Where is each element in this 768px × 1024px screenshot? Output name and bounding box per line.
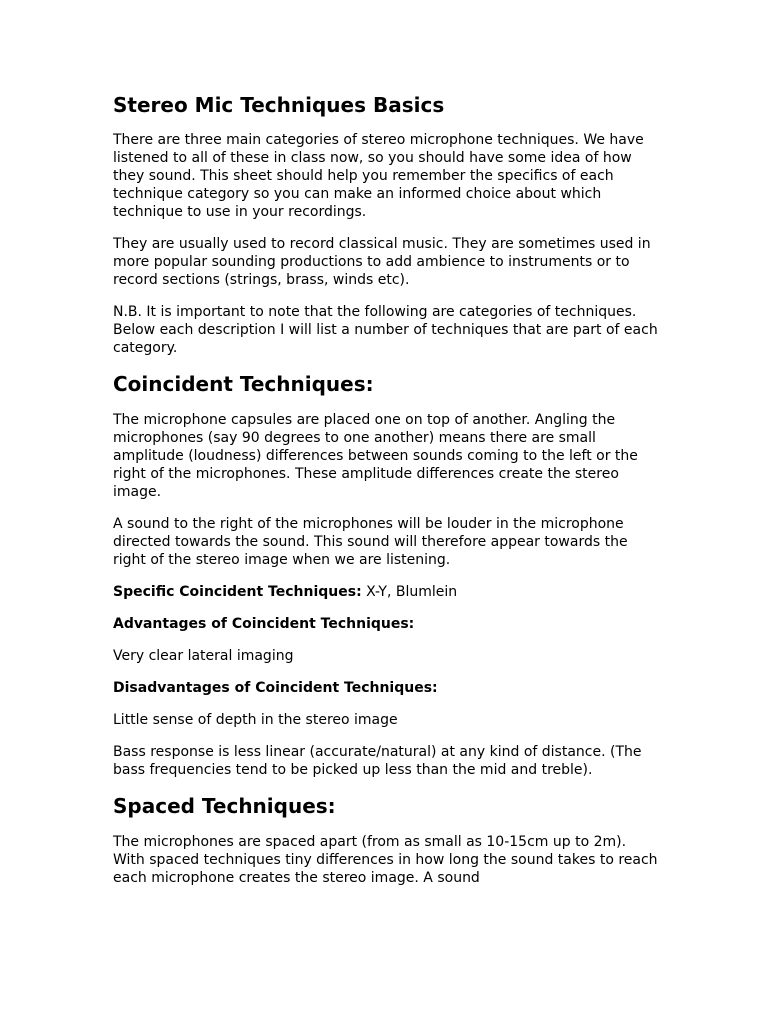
intro-paragraph: N.B. It is important to note that the following are categories of techniques. Below each description I will list a number of techniques that are part of each category. (113, 304, 658, 356)
disadvantage-item: Little sense of depth in the stereo image (113, 712, 398, 728)
section-heading-coincident: Coincident Techniques: (113, 372, 374, 396)
coincident-paragraph: The microphone capsules are placed one on top of another. Angling the microphones (say 90 degrees to one another) means there are small amplitude (loudness) differences between sounds coming to the left or the right of the microphones. These amplitude differences create the stereo image. (113, 412, 638, 500)
specific-coincident-value: X-Y, Blumlein (361, 584, 458, 600)
specific-coincident-label: Specific Coincident Techniques: (113, 584, 362, 600)
disadvantages-label: Disadvantages of Coincident Techniques: (113, 680, 438, 696)
section-heading-spaced: Spaced Techniques: (113, 794, 336, 818)
intro-paragraph: They are usually used to record classical music. They are sometimes used in more popular sounding productions to add ambience to instruments or to record sections (strings, brass, winds etc). (113, 236, 651, 288)
advantages-label: Advantages of Coincident Techniques: (113, 616, 415, 632)
disadvantage-item: Bass response is less linear (accurate/natural) at any kind of distance. (The bass frequencies tend to be picked up less than the mid and treble). (113, 744, 642, 778)
page-title: Stereo Mic Techniques Basics (113, 93, 445, 117)
specific-coincident-line (113, 583, 658, 601)
spaced-paragraph: The microphones are spaced apart (from as small as 10-15cm up to 2m). With spaced techniques tiny differences in how long the sound takes to reach each microphone creates the stereo image. A sound (113, 834, 658, 886)
coincident-paragraph: A sound to the right of the microphones will be louder in the microphone directed towards the sound. This sound will therefore appear towards the right of the stereo image when we are listening. (113, 516, 628, 568)
intro-paragraph: There are three main categories of stereo microphone techniques. We have listened to all of these in class now, so you should have some idea of how they sound. This sheet should help you remember the specifics of each technique category so you can make an informed choice about which technique to use in your recordings. (113, 132, 644, 220)
advantage-item: Very clear lateral imaging (113, 648, 294, 664)
